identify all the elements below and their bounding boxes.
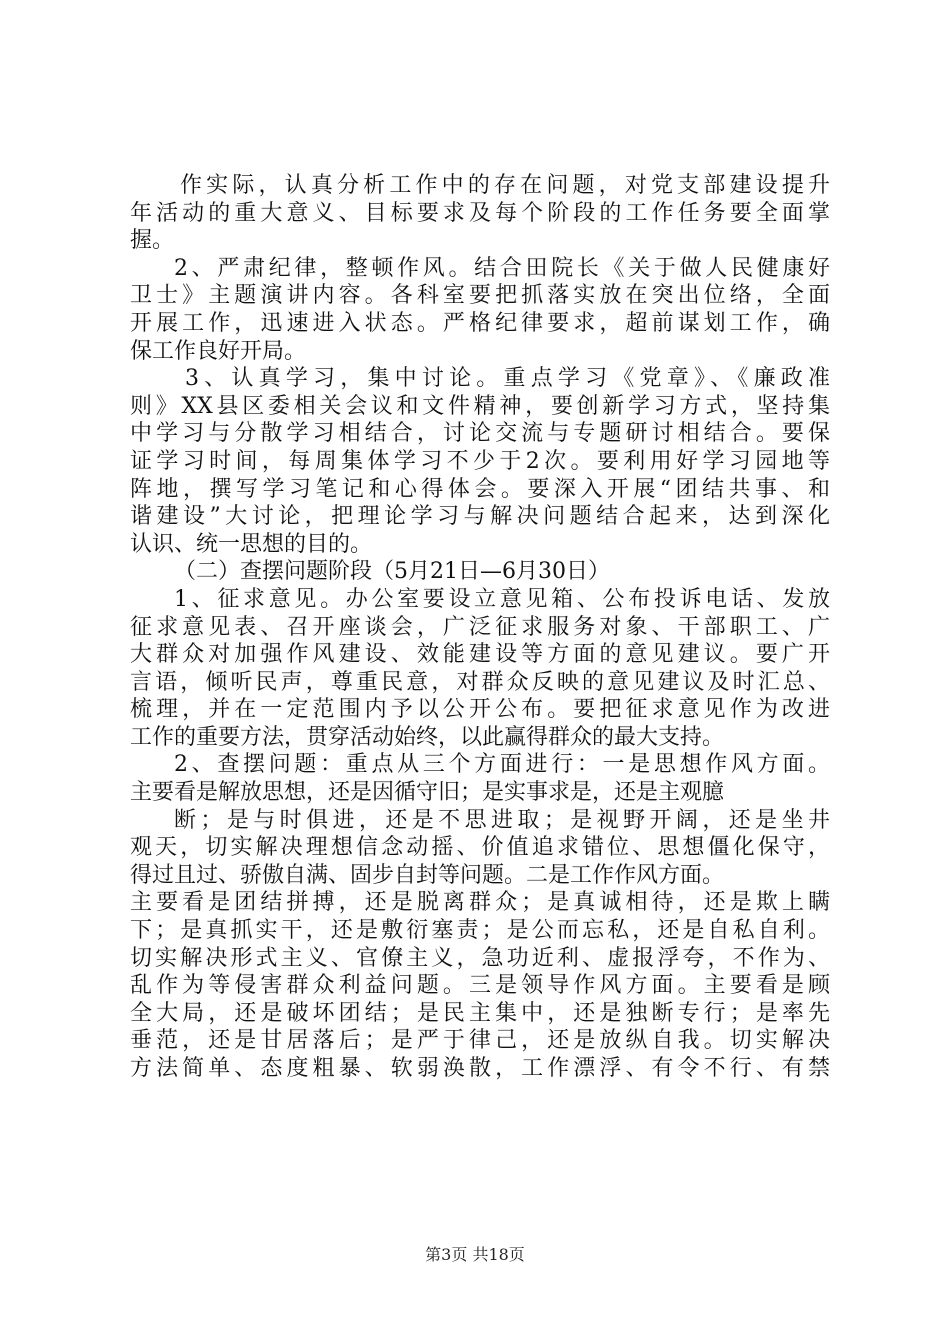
text-line: 主要看是团结拼搏，还是脱离群众；是真诚相待，还是欺上瞒 bbox=[130, 890, 830, 916]
text-line: 2、查摆问题：重点从三个方面进行：一是思想作风方面。 bbox=[174, 752, 830, 778]
text-line: 谐建设”大讨论，把理论学习与解决问题结合起来，达到深化 bbox=[130, 504, 830, 530]
text-line: 证学习时间，每周集体学习不少于2次。要利用好学习园地等 bbox=[130, 448, 830, 474]
document-body bbox=[130, 172, 830, 1083]
text-line: 观天，切实解决理想信念动摇、价值追求错位、思想僵化保守， bbox=[130, 835, 830, 861]
text-line: 征求意见表、召开座谈会，广泛征求服务对象、干部职工、广 bbox=[130, 614, 830, 640]
text-line: 垂范，还是甘居落后；是严于律己，还是放纵自我。切实解决 bbox=[130, 1028, 830, 1054]
text-line: 阵地，撰写学习笔记和心得体会。要深入开展“团结共事、和 bbox=[130, 476, 830, 502]
text-line: 卫士》主题演讲内容。各科室要把抓落实放在突出位络，全面 bbox=[130, 283, 830, 309]
text-line: 年活动的重大意义、目标要求及每个阶段的工作任务要全面掌 bbox=[130, 200, 830, 226]
text-line: 则》XX县区委相关会议和文件精神，要创新学习方式，坚持集 bbox=[130, 393, 830, 419]
text-line: 断；是与时俱进，还是不思进取；是视野开阔，还是坐井 bbox=[174, 807, 830, 833]
text-line: 握。 bbox=[130, 228, 175, 254]
text-line: 1、征求意见。办公室要设立意见箱、公布投诉电话、发放 bbox=[174, 586, 830, 612]
text-line: 认识、统一思想的目的。 bbox=[130, 531, 373, 557]
text-line: 梳理，并在一定范围内予以公开公布。要把征求意见作为改进 bbox=[130, 697, 830, 723]
page-footer: 第3页 共18页 bbox=[425, 1245, 525, 1264]
text-line: 3、认真学习，集中讨论。重点学习《党章》、《廉政准 bbox=[185, 366, 830, 392]
text-line: 2、严肃纪律，整顿作风。结合田院长《关于做人民健康好 bbox=[174, 255, 830, 281]
text-line: 主要看是解放思想，还是因循守旧；是实事求是，还是主观臆 bbox=[130, 780, 725, 806]
text-line: 全大局，还是破坏团结；是民主集中，还是独断专行；是率先 bbox=[130, 1000, 830, 1026]
text-line: 保工作良好开局。 bbox=[130, 338, 307, 364]
text-line: 下；是真抓实干，还是敷衍塞责；是公而忘私，还是自私自利。 bbox=[130, 918, 830, 944]
section-heading: （二）查摆问题阶段（5月21日—6月30日） bbox=[174, 559, 610, 585]
text-line: 方法简单、态度粗暴、软弱涣散，工作漂浮、有令不行、有禁 bbox=[130, 1056, 830, 1081]
text-line: 得过且过、骄傲自满、固步自封等问题。二是工作作风方面。 bbox=[130, 862, 725, 888]
text-line: 言语，倾听民声，尊重民意，对群众反映的意见建议及时汇总、 bbox=[130, 669, 830, 695]
text-line: 中学习与分散学习相结合，讨论交流与专题研讨相结合。要保 bbox=[130, 421, 830, 447]
text-line: 切实解决形式主义、官僚主义，急功近利、虚报浮夸，不作为、 bbox=[130, 945, 830, 971]
text-line: 乱作为等侵害群众利益问题。三是领导作风方面。主要看是顾 bbox=[130, 973, 830, 999]
text-line: 作实际，认真分析工作中的存在问题，对党支部建设提升 bbox=[180, 173, 830, 198]
text-line: 大群众对加强作风建设、效能建设等方面的意见建议。要广开 bbox=[130, 642, 830, 668]
text-line: 开展工作，迅速进入状态。严格纪律要求，超前谋划工作，确 bbox=[130, 310, 830, 336]
text-line: 工作的重要方法，贯穿活动始终，以此赢得群众的最大支持。 bbox=[130, 724, 725, 750]
